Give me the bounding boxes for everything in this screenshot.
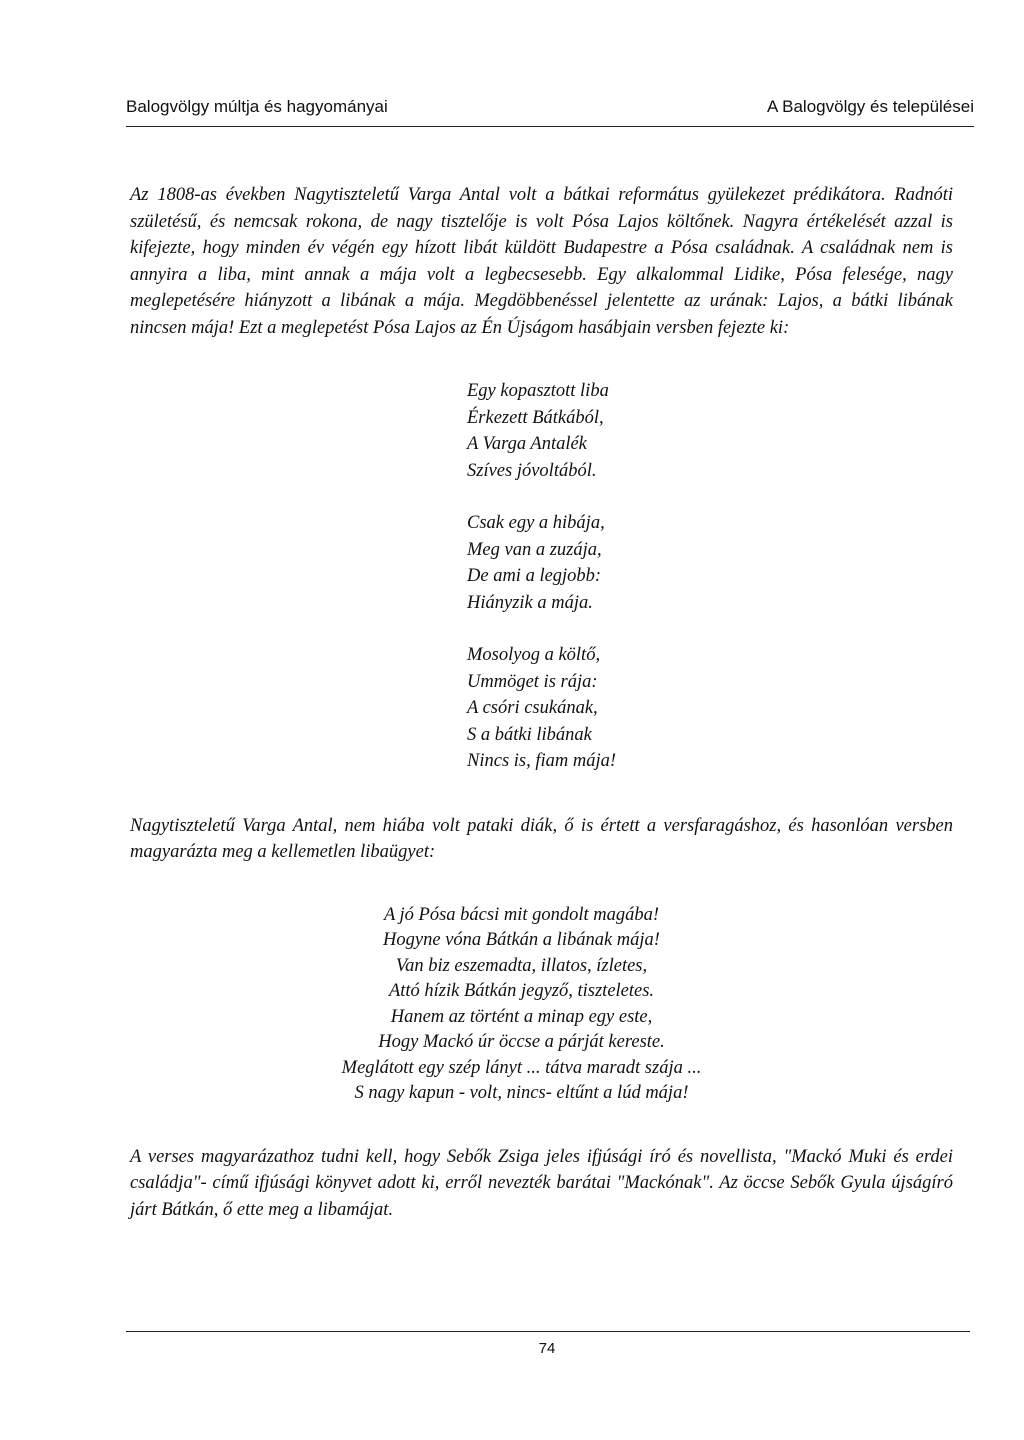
intro-paragraph: Az 1808-as években Nagytiszteletű Varga Antal volt a bátkai református gyülekezet prédikátora. Radnóti születésű, és nemcsak rokona, de nagy tisztelője is volt Pósa Lajos költőnek. Nagyra értékelését azzal is kifejezte, hogy minden év végén egy hízott libát küldött Budapestre a Pósa családnak. A családnak nem is annyira a liba, mint annak a mája volt a legbecsesebb. Egy alkalommal Lidike, Pósa felesége, nagy meglepetésére hiányzott a libának a mája. Megdöbbenéssel jelentette az urának: Lajos, a bátki libának nincsen mája! Ezt a meglepetést Pósa Lajos az Én Újságom hasábjain versben fejezte ki:: [130, 185, 953, 338]
poem-stanza: [467, 642, 953, 775]
poem-line: Nincs is, fiam mája!: [467, 751, 617, 771]
page-body: [130, 182, 953, 1223]
poem-line: Hanem az történt a minap egy este,: [390, 1006, 653, 1027]
poem-varga: [130, 903, 953, 1107]
poem-line: A csóri csukának,: [467, 698, 598, 718]
footer-rule: [126, 1331, 970, 1332]
poem-line: Meg van a zuzája,: [467, 539, 602, 560]
header-book-title: Balogvölgy múltja és hagyományai: [126, 97, 388, 116]
poem-line: Csak egy a hibája,: [467, 513, 605, 533]
poem-line: Egy kopasztott liba: [467, 381, 609, 401]
closing-paragraph: A verses magyarázathoz tudni kell, hogy Sebők Zsiga jeles ifjúsági író és novellista, "Mackó Muki és erdei családja"- című ifjúsági könyvet adott ki, erről nevezték barátai "Mackónak". Az öccse Sebők Gyula újságíró járt Bátkán, ő ette meg a libamájat.: [130, 1146, 953, 1220]
poem-line: De ami a legjobb:: [467, 566, 602, 586]
poem-stanza: [467, 378, 953, 484]
poem-line: A jó Pósa bácsi mit gondolt magába!: [383, 904, 660, 925]
middle-paragraph: Nagytiszteletű Varga Antal, nem hiába volt pataki diák, ő is értett a versfaragáshoz, és hasonlóan versben magyarázta meg a kellemetlen libaügyet:: [130, 815, 953, 862]
poem-line: Attó hízik Bátkán jegyző, tiszteletes.: [388, 981, 655, 1001]
poem-line: Meglátott egy szép lányt ... tátva maradt szája ...: [341, 1057, 702, 1078]
poem-line: Ummöget is rája:: [467, 671, 598, 692]
poem-line: Mosolyog a költő,: [467, 645, 601, 665]
poem-line: Van biz eszemadta, illatos, ízletes,: [395, 955, 648, 976]
header-chapter-title: A Balogvölgy és települései: [767, 97, 974, 116]
poem-line: Hogy Mackó úr öccse a párját kereste.: [378, 1032, 665, 1052]
poem-line: S a bátki libának: [467, 724, 592, 745]
poem-stanza: [467, 510, 953, 616]
poem-line: Hogyne vóna Bátkán a libának mája!: [383, 930, 660, 950]
running-header: [126, 96, 974, 127]
poem-line: A Varga Antalék: [467, 434, 587, 454]
poem-line: Hiányzik a mája.: [467, 592, 593, 613]
poem-line: S nagy kapun - volt, nincs- eltűnt a lúd mája!: [354, 1083, 689, 1103]
page-number: 74: [538, 1340, 556, 1357]
poem-line: Érkezett Bátkából,: [467, 407, 604, 428]
poem-posa: [130, 378, 953, 775]
poem-line: Szíves jóvoltából.: [467, 460, 597, 481]
